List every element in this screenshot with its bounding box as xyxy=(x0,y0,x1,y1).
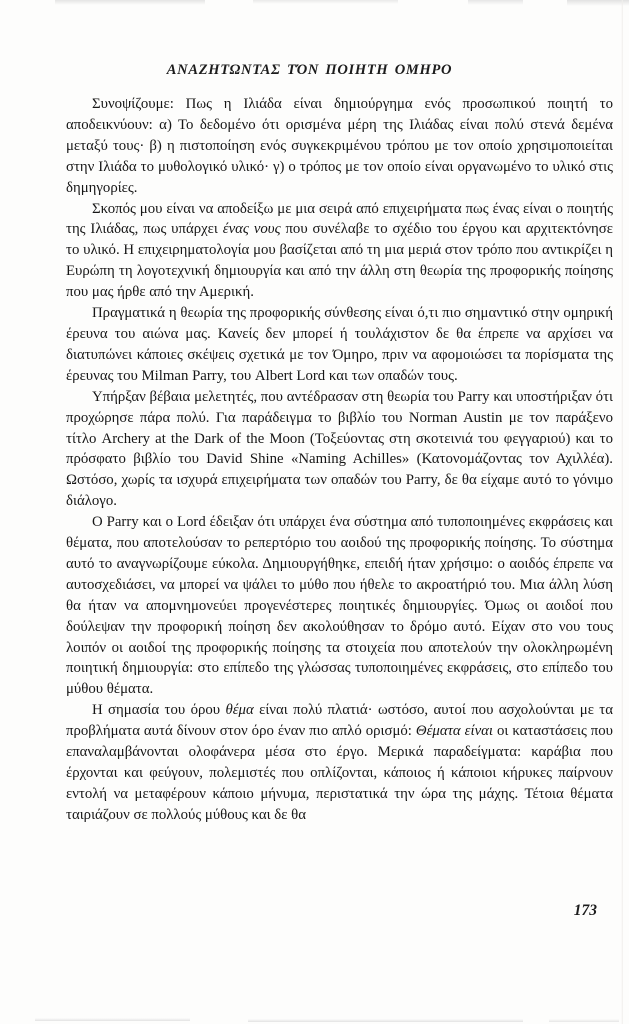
page-body xyxy=(66,94,613,826)
scan-artifact-bottom-right xyxy=(549,1019,619,1022)
scan-artifact-top-center xyxy=(253,0,398,4)
body-text: Η σημασία του όρου xyxy=(92,702,226,719)
paragraph xyxy=(66,512,613,700)
emphasized-text: Θέματα είναι xyxy=(415,723,494,740)
body-text: Σκοπός μου είναι να αποδείξω με μια σειρά από επιχειρήματα πως ένας είναι ο ποιητής της Ιλιάδας, πως υπάρχει xyxy=(66,200,613,238)
body-text: που συνέλαβε το σχέδιο του έργου και αρχιτεκτόνησε το υλικό. Η επιχειρηματολογία μου βασίζεται από τη μια μεριά στον τρόπο που αντικρίζει η Ευρώπη τη λογοτεχνική δημιουργία και από την άλλη στη θεωρία της προφορικής ποίησης που μας ήρθε από την Αμερική. xyxy=(66,221,613,301)
scan-edge-shadow xyxy=(621,0,623,1024)
scan-artifact-bottom-left xyxy=(35,1018,190,1021)
body-text: Πραγματικά η θεωρία της προφορικής σύνθεσης είναι ό,τι πιο σημαντικό στην ομηρική έρευνα του αιώνα μας. Κανείς δεν μπορεί ή τουλάχιστον δε θα έπρεπε να αρχίσει να διατυπώνει κάποιες σκέψεις σχετικά με τον Όμηρο, πριν να αφομοιώσει τα πορίσματα της έρευνας του Milman Parry, του Albert Lord και των οπαδών τους. xyxy=(66,305,613,384)
paragraph xyxy=(66,700,613,825)
scan-artifact-bottom-center xyxy=(248,1019,523,1022)
emphasized-text: θέμα xyxy=(225,702,254,719)
scan-artifact-top-corner xyxy=(567,0,629,6)
paragraph xyxy=(66,303,613,387)
body-text: οι καταστάσεις που επαναλαμβάνονται ολοφάνερα μέσα στο έργο. Μερικά παραδείγματα: καράβια που έρχονται και φεύγουν, πολεμιστές που οπλίζονται, κάποιος ή κάποιοι κήρυκες παίρνουν εντολή να μεταφέρουν κάποιο μήνυμα, περιστατικά την ώρα της μάχης. Τέτοια θέματα ταιριάζουν σε πολλούς μύθους και δε θα xyxy=(66,723,613,823)
body-text: Συνοψίζουμε: Πως η Ιλιάδα είναι δημιούργημα ενός προσωπικού ποιητή το αποδεικνύουν: α) Το δεδομένο ότι ορισμένα μέρη της Ιλιάδας είναι πολύ στενά δεμένα μεταξύ τους· β) η πιστοποίηση ενός συγκεκριμένου τρόπου με τον οποίο χρησιμοποιείται στην Ιλιάδα το μυθολογικό υλικό· γ) ο τρόπος με τον οποίο είναι οργανωμένο το υλικό στις δημηγορίες. xyxy=(66,96,613,196)
emphasized-text: ένας νους xyxy=(222,221,281,238)
body-text: Ο Parry και ο Lord έδειξαν ότι υπάρχει ένα σύστημα από τυποποιημένες εκφράσεις και θέματα, που αποτελούσαν το ρεπερτόριο του αοιδού της προφορικής ποίησης. Το σύστημα αυτό το αναγνωρίζουμε εύκολα. Δημιουργήθηκε, επειδή ήταν χρήσιμο: ο αοιδός έπρεπε να αυτοσχεδιάσει, να μπορεί να ψάλει το μύθο που ήθελε το ακροατήριό του. Μια άλλη λύση θα ήταν να απομνημονεύει προγενέστερες ποιητικές δημιουργίες. Όμως οι αοιδοί που δούλεψαν την προφορική ποίηση δεν ακολούθησαν το δρόμο αυτό. Είχαν στο νου τους λοιπόν οι αοιδοί της προφορικής ποίησης τα στοιχεία που αποτελούν την ολοκληρωμένη ποιητική δημιουργία: στο επίπεδο της γλώσσας τυποποιημένες εκφράσεις, στο επίπεδο του μύθου θέματα. xyxy=(66,514,613,698)
paragraph xyxy=(66,94,613,199)
body-text: Υπήρξαν βέβαια μελετητές, που αντέδρασαν στη θεωρία του Parry και υποστήριξαν ότι προχώρησε πάρα πολύ. Για παράδειγμα το βιβλίο του Norman Austin με τον παράξενο τίτλο Archery at the Dark of the Moon (Τοξεύοντας στη σκοτεινιά του φεγγαριού) και το πρόσφατο βιβλίο του David Shine «Naming Achilles» (Κατονομάζοντας τον Αχιλλέα). Ωστόσο, χωρίς τα ισχυρά επιχειρήματα των οπαδών του Parry, δε θα είχαμε αυτό το γόνιμο διάλογο. xyxy=(66,388,613,510)
paragraph xyxy=(66,199,613,304)
body-text: είναι πολύ πλατιά· ωστόσο, αυτοί που ασχολούνται με τα προβλήματα αυτά δίνουν στον όρο έναν πιο απλό ορισμό: xyxy=(66,702,613,740)
paragraph xyxy=(66,387,613,512)
scan-artifact-top-left xyxy=(55,0,205,5)
scan-artifact-top-right xyxy=(468,0,523,5)
page-title: ΑΝΑΖΗΤΩΝΤΑΣ ΤΌΝ ΠΟΙΗΤΗ ΟΜΗΡΟ xyxy=(166,62,453,78)
page-number: 173 xyxy=(573,902,597,919)
